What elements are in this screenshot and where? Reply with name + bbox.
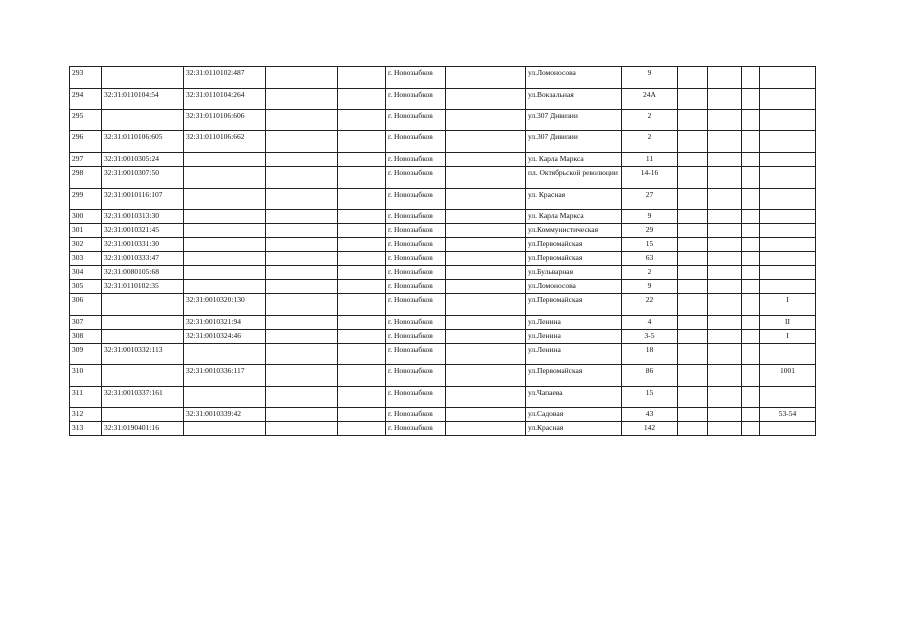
building-cadastral-number-cell [184, 224, 266, 238]
empty-cell [678, 153, 708, 167]
row-number-cell: 312 [70, 408, 102, 422]
empty-cell [708, 408, 742, 422]
cadastral-number-cell [102, 294, 184, 316]
empty-cell [708, 280, 742, 294]
empty-cell [266, 210, 338, 224]
house-number-cell: 9 [622, 210, 678, 224]
empty-cell [678, 67, 708, 89]
row-number-cell: 309 [70, 344, 102, 365]
house-number-cell: 142 [622, 422, 678, 436]
empty-cell [678, 210, 708, 224]
premises-number-cell [760, 266, 816, 280]
street-cell: ул. Карла Маркса [526, 153, 622, 167]
empty-cell [446, 266, 526, 280]
table-row [70, 344, 816, 365]
empty-cell [742, 210, 760, 224]
building-cadastral-number-cell [184, 387, 266, 408]
street-cell: ул.307 Дивизии [526, 131, 622, 153]
empty-cell [266, 294, 338, 316]
street-cell: ул.Вокзальная [526, 89, 622, 110]
empty-cell [446, 387, 526, 408]
street-cell: пл. Октябрьской революции [526, 167, 622, 189]
empty-cell [338, 344, 386, 365]
table-row [70, 330, 816, 344]
empty-cell [678, 189, 708, 210]
empty-cell [338, 224, 386, 238]
empty-cell [266, 422, 338, 436]
table-row [70, 238, 816, 252]
empty-cell [742, 387, 760, 408]
empty-cell [446, 238, 526, 252]
empty-cell [678, 238, 708, 252]
cadastral-number-cell: 32:31:0190401:16 [102, 422, 184, 436]
empty-cell [266, 408, 338, 422]
empty-cell [266, 167, 338, 189]
empty-cell [266, 153, 338, 167]
empty-cell [678, 89, 708, 110]
row-number-cell: 298 [70, 167, 102, 189]
building-cadastral-number-cell: 32:31:0010339:42 [184, 408, 266, 422]
empty-cell [266, 266, 338, 280]
house-number-cell: 15 [622, 387, 678, 408]
house-number-cell: 27 [622, 189, 678, 210]
premises-number-cell [760, 110, 816, 131]
street-cell: ул.Красная [526, 422, 622, 436]
house-number-cell: 2 [622, 131, 678, 153]
cadastral-number-cell [102, 67, 184, 89]
row-number-cell: 300 [70, 210, 102, 224]
house-number-cell: 2 [622, 110, 678, 131]
street-cell: ул.307 Дивизии [526, 110, 622, 131]
empty-cell [708, 67, 742, 89]
table-row [70, 266, 816, 280]
empty-cell [708, 238, 742, 252]
row-number-cell: 307 [70, 316, 102, 330]
empty-cell [266, 387, 338, 408]
empty-cell [338, 238, 386, 252]
street-cell: ул.Ленина [526, 316, 622, 330]
empty-cell [338, 252, 386, 266]
building-cadastral-number-cell: 32:31:0110106:662 [184, 131, 266, 153]
city-cell: г. Новозыбков [386, 67, 446, 89]
premises-number-cell [760, 89, 816, 110]
premises-number-cell: I [760, 330, 816, 344]
house-number-cell: 86 [622, 365, 678, 387]
city-cell: г. Новозыбков [386, 252, 446, 266]
empty-cell [708, 89, 742, 110]
empty-cell [338, 131, 386, 153]
table-row [70, 252, 816, 266]
empty-cell [708, 365, 742, 387]
city-cell: г. Новозыбков [386, 280, 446, 294]
empty-cell [742, 89, 760, 110]
premises-number-cell [760, 238, 816, 252]
city-cell: г. Новозыбков [386, 422, 446, 436]
empty-cell [446, 294, 526, 316]
city-cell: г. Новозыбков [386, 238, 446, 252]
empty-cell [708, 422, 742, 436]
registry-table [69, 66, 816, 436]
empty-cell [266, 365, 338, 387]
premises-number-cell [760, 387, 816, 408]
empty-cell [446, 110, 526, 131]
street-cell: ул.Чапаева [526, 387, 622, 408]
empty-cell [446, 316, 526, 330]
table-row [70, 110, 816, 131]
table-row [70, 387, 816, 408]
empty-cell [708, 153, 742, 167]
empty-cell [742, 167, 760, 189]
house-number-cell: 11 [622, 153, 678, 167]
empty-cell [338, 167, 386, 189]
street-cell: ул.Первомайская [526, 294, 622, 316]
premises-number-cell [760, 189, 816, 210]
empty-cell [266, 330, 338, 344]
building-cadastral-number-cell: 32:31:0110102:487 [184, 67, 266, 89]
empty-cell [678, 422, 708, 436]
empty-cell [678, 387, 708, 408]
empty-cell [708, 252, 742, 266]
registry-body [70, 67, 816, 436]
empty-cell [266, 238, 338, 252]
city-cell: г. Новозыбков [386, 189, 446, 210]
empty-cell [446, 365, 526, 387]
house-number-cell: 9 [622, 67, 678, 89]
empty-cell [446, 131, 526, 153]
empty-cell [742, 365, 760, 387]
empty-cell [742, 316, 760, 330]
empty-cell [678, 224, 708, 238]
house-number-cell: 9 [622, 280, 678, 294]
row-number-cell: 294 [70, 89, 102, 110]
empty-cell [678, 294, 708, 316]
premises-number-cell [760, 344, 816, 365]
empty-cell [338, 294, 386, 316]
row-number-cell: 304 [70, 266, 102, 280]
empty-cell [742, 422, 760, 436]
table-row [70, 153, 816, 167]
empty-cell [708, 294, 742, 316]
city-cell: г. Новозыбков [386, 153, 446, 167]
building-cadastral-number-cell: 32:31:0110104:264 [184, 89, 266, 110]
row-number-cell: 299 [70, 189, 102, 210]
street-cell: ул.Коммунистическая [526, 224, 622, 238]
cadastral-number-cell: 32:31:0010321:45 [102, 224, 184, 238]
city-cell: г. Новозыбков [386, 365, 446, 387]
table-row [70, 67, 816, 89]
empty-cell [338, 189, 386, 210]
house-number-cell: 18 [622, 344, 678, 365]
row-number-cell: 302 [70, 238, 102, 252]
building-cadastral-number-cell [184, 153, 266, 167]
city-cell: г. Новозыбков [386, 266, 446, 280]
empty-cell [446, 153, 526, 167]
city-cell: г. Новозыбков [386, 330, 446, 344]
empty-cell [338, 153, 386, 167]
empty-cell [742, 67, 760, 89]
building-cadastral-number-cell: 32:31:0010336:117 [184, 365, 266, 387]
table-row [70, 316, 816, 330]
street-cell: ул.Садовая [526, 408, 622, 422]
empty-cell [338, 365, 386, 387]
empty-cell [446, 252, 526, 266]
building-cadastral-number-cell [184, 189, 266, 210]
empty-cell [446, 189, 526, 210]
table-row [70, 131, 816, 153]
premises-number-cell: I [760, 294, 816, 316]
cadastral-number-cell: 32:31:0110106:605 [102, 131, 184, 153]
cadastral-number-cell [102, 110, 184, 131]
street-cell: ул.Ленина [526, 330, 622, 344]
empty-cell [446, 330, 526, 344]
empty-cell [708, 224, 742, 238]
premises-number-cell [760, 210, 816, 224]
city-cell: г. Новозыбков [386, 316, 446, 330]
empty-cell [742, 330, 760, 344]
building-cadastral-number-cell [184, 344, 266, 365]
city-cell: г. Новозыбков [386, 408, 446, 422]
cadastral-number-cell: 32:31:0110104:54 [102, 89, 184, 110]
city-cell: г. Новозыбков [386, 210, 446, 224]
building-cadastral-number-cell [184, 422, 266, 436]
cadastral-number-cell [102, 408, 184, 422]
cadastral-number-cell: 32:31:0010331:30 [102, 238, 184, 252]
empty-cell [742, 153, 760, 167]
empty-cell [678, 266, 708, 280]
empty-cell [338, 408, 386, 422]
empty-cell [266, 280, 338, 294]
table-row [70, 167, 816, 189]
empty-cell [266, 110, 338, 131]
row-number-cell: 293 [70, 67, 102, 89]
empty-cell [338, 422, 386, 436]
house-number-cell: 3-5 [622, 330, 678, 344]
empty-cell [678, 408, 708, 422]
table-row [70, 294, 816, 316]
building-cadastral-number-cell: 32:31:0010324:46 [184, 330, 266, 344]
cadastral-number-cell: 32:31:0010313:30 [102, 210, 184, 224]
house-number-cell: 2 [622, 266, 678, 280]
building-cadastral-number-cell: 32:31:0010321:94 [184, 316, 266, 330]
city-cell: г. Новозыбков [386, 294, 446, 316]
empty-cell [266, 252, 338, 266]
empty-cell [742, 238, 760, 252]
row-number-cell: 295 [70, 110, 102, 131]
row-number-cell: 296 [70, 131, 102, 153]
empty-cell [266, 89, 338, 110]
house-number-cell: 43 [622, 408, 678, 422]
empty-cell [708, 266, 742, 280]
empty-cell [266, 224, 338, 238]
city-cell: г. Новозыбков [386, 110, 446, 131]
premises-number-cell [760, 252, 816, 266]
premises-number-cell [760, 167, 816, 189]
building-cadastral-number-cell [184, 280, 266, 294]
city-cell: г. Новозыбков [386, 131, 446, 153]
empty-cell [708, 110, 742, 131]
empty-cell [266, 344, 338, 365]
house-number-cell: 14-16 [622, 167, 678, 189]
table-row [70, 280, 816, 294]
building-cadastral-number-cell [184, 252, 266, 266]
empty-cell [446, 89, 526, 110]
empty-cell [678, 131, 708, 153]
empty-cell [708, 189, 742, 210]
street-cell: ул. Карла Маркса [526, 210, 622, 224]
cadastral-number-cell: 32:31:0010307:50 [102, 167, 184, 189]
empty-cell [708, 330, 742, 344]
street-cell: ул.Первомайская [526, 365, 622, 387]
cadastral-number-cell: 32:31:0010333:47 [102, 252, 184, 266]
cadastral-number-cell: 32:31:0010305:24 [102, 153, 184, 167]
empty-cell [266, 316, 338, 330]
premises-number-cell [760, 67, 816, 89]
empty-cell [446, 210, 526, 224]
street-cell: ул.Ломоносова [526, 280, 622, 294]
table-row [70, 89, 816, 110]
empty-cell [338, 316, 386, 330]
house-number-cell: 63 [622, 252, 678, 266]
empty-cell [266, 67, 338, 89]
cadastral-number-cell: 32:31:0010116:107 [102, 189, 184, 210]
empty-cell [446, 224, 526, 238]
street-cell: ул.Бульварная [526, 266, 622, 280]
premises-number-cell [760, 131, 816, 153]
premises-number-cell: 53-54 [760, 408, 816, 422]
premises-number-cell: 1001 [760, 365, 816, 387]
empty-cell [338, 387, 386, 408]
empty-cell [742, 266, 760, 280]
house-number-cell: 29 [622, 224, 678, 238]
cadastral-number-cell: 32:31:0110102:35 [102, 280, 184, 294]
row-number-cell: 310 [70, 365, 102, 387]
empty-cell [742, 344, 760, 365]
row-number-cell: 306 [70, 294, 102, 316]
city-cell: г. Новозыбков [386, 387, 446, 408]
row-number-cell: 311 [70, 387, 102, 408]
empty-cell [678, 316, 708, 330]
empty-cell [678, 167, 708, 189]
street-cell: ул. Красная [526, 189, 622, 210]
house-number-cell: 15 [622, 238, 678, 252]
city-cell: г. Новозыбков [386, 167, 446, 189]
empty-cell [446, 67, 526, 89]
row-number-cell: 313 [70, 422, 102, 436]
cadastral-number-cell [102, 316, 184, 330]
house-number-cell: 24А [622, 89, 678, 110]
empty-cell [338, 89, 386, 110]
empty-cell [708, 131, 742, 153]
empty-cell [742, 252, 760, 266]
cadastral-number-cell: 32:31:0010332:113 [102, 344, 184, 365]
building-cadastral-number-cell [184, 167, 266, 189]
row-number-cell: 301 [70, 224, 102, 238]
empty-cell [338, 280, 386, 294]
building-cadastral-number-cell: 32:31:0010320:130 [184, 294, 266, 316]
street-cell: ул.Ленина [526, 344, 622, 365]
empty-cell [678, 110, 708, 131]
empty-cell [338, 110, 386, 131]
table-row [70, 408, 816, 422]
empty-cell [742, 294, 760, 316]
cadastral-number-cell [102, 365, 184, 387]
empty-cell [742, 280, 760, 294]
empty-cell [742, 110, 760, 131]
empty-cell [742, 189, 760, 210]
empty-cell [338, 330, 386, 344]
empty-cell [446, 408, 526, 422]
empty-cell [446, 344, 526, 365]
house-number-cell: 4 [622, 316, 678, 330]
row-number-cell: 303 [70, 252, 102, 266]
empty-cell [678, 365, 708, 387]
row-number-cell: 305 [70, 280, 102, 294]
table-row [70, 210, 816, 224]
empty-cell [678, 330, 708, 344]
empty-cell [678, 344, 708, 365]
cadastral-number-cell: 32:31:0080105:68 [102, 266, 184, 280]
row-number-cell: 297 [70, 153, 102, 167]
empty-cell [446, 167, 526, 189]
empty-cell [338, 266, 386, 280]
city-cell: г. Новозыбков [386, 89, 446, 110]
empty-cell [708, 210, 742, 224]
empty-cell [266, 131, 338, 153]
premises-number-cell [760, 224, 816, 238]
cadastral-number-cell [102, 330, 184, 344]
city-cell: г. Новозыбков [386, 344, 446, 365]
premises-number-cell [760, 422, 816, 436]
empty-cell [338, 67, 386, 89]
empty-cell [678, 280, 708, 294]
empty-cell [678, 252, 708, 266]
building-cadastral-number-cell [184, 210, 266, 224]
building-cadastral-number-cell: 32:31:0110106:606 [184, 110, 266, 131]
street-cell: ул.Ломоносова [526, 67, 622, 89]
table-row [70, 365, 816, 387]
table-row [70, 224, 816, 238]
row-number-cell: 308 [70, 330, 102, 344]
city-cell: г. Новозыбков [386, 224, 446, 238]
premises-number-cell [760, 153, 816, 167]
empty-cell [742, 224, 760, 238]
table-row [70, 422, 816, 436]
street-cell: ул.Первомайская [526, 238, 622, 252]
empty-cell [708, 344, 742, 365]
empty-cell [338, 210, 386, 224]
empty-cell [708, 167, 742, 189]
empty-cell [742, 131, 760, 153]
table-row [70, 189, 816, 210]
empty-cell [708, 316, 742, 330]
house-number-cell: 22 [622, 294, 678, 316]
street-cell: ул.Первомайская [526, 252, 622, 266]
empty-cell [708, 387, 742, 408]
premises-number-cell [760, 280, 816, 294]
building-cadastral-number-cell [184, 238, 266, 252]
empty-cell [742, 408, 760, 422]
empty-cell [266, 189, 338, 210]
empty-cell [446, 422, 526, 436]
empty-cell [446, 280, 526, 294]
building-cadastral-number-cell [184, 266, 266, 280]
premises-number-cell: II [760, 316, 816, 330]
cadastral-number-cell: 32:31:0010337:161 [102, 387, 184, 408]
